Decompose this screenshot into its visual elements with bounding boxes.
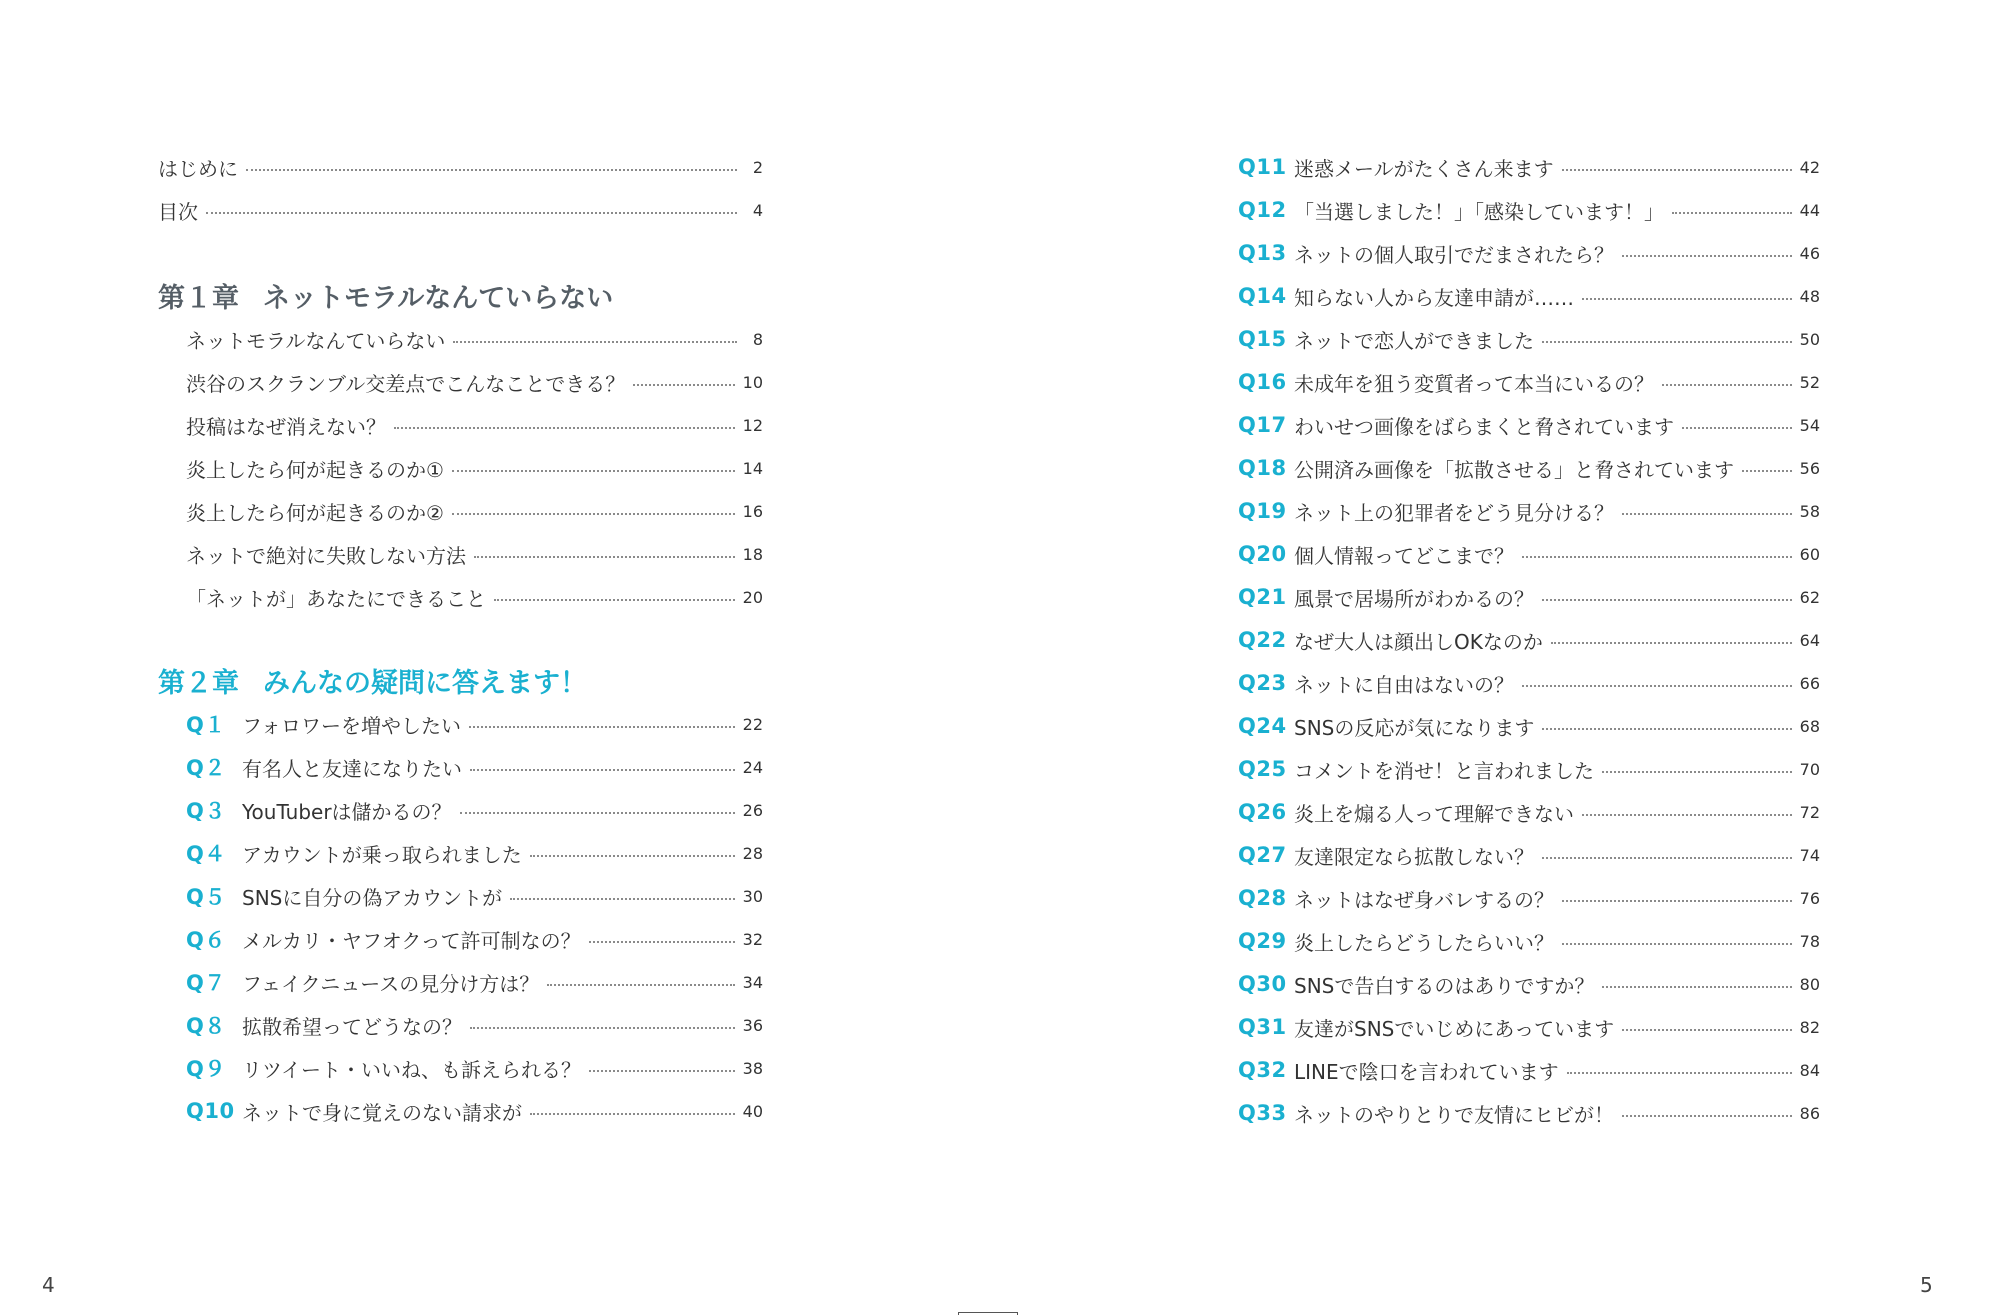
question-number: Q18 bbox=[1238, 456, 1287, 480]
question-number: Q14 bbox=[1238, 284, 1287, 308]
toc-entry-page: 72 bbox=[1799, 802, 1820, 822]
toc-entry-front[interactable] bbox=[158, 152, 763, 182]
dot-leader bbox=[1672, 212, 1792, 214]
toc-entry[interactable] bbox=[158, 367, 763, 397]
toc-entry-page: 24 bbox=[742, 757, 763, 777]
dot-leader bbox=[1551, 642, 1792, 644]
toc-entry-page: 86 bbox=[1799, 1103, 1820, 1123]
dot-leader bbox=[1662, 384, 1792, 386]
dot-leader bbox=[1622, 255, 1792, 257]
dot-leader bbox=[1742, 470, 1792, 472]
toc-entry-title: 炎上を煽る人って理解できない bbox=[1294, 801, 1574, 826]
dot-leader bbox=[1622, 1029, 1791, 1031]
toc-entry-page: 68 bbox=[1799, 716, 1820, 736]
toc-question-entry[interactable] bbox=[1238, 797, 1820, 827]
toc-entry-title: ネットで絶対に失敗しない方法 bbox=[186, 543, 466, 568]
dot-leader bbox=[1602, 986, 1791, 988]
chapter-title: みんなの疑問に答えます！ bbox=[263, 667, 587, 699]
chapter-number: 第１章 bbox=[158, 282, 239, 314]
toc-entry-page: 52 bbox=[1799, 372, 1820, 392]
dot-leader bbox=[246, 169, 737, 171]
question-number: Q13 bbox=[1238, 241, 1287, 265]
dot-leader bbox=[1582, 814, 1792, 816]
toc-entry-page: 34 bbox=[742, 972, 763, 992]
toc-entry-title: 友達限定なら拡散しない？ bbox=[1294, 844, 1534, 869]
toc-entry-title: 個人情報ってどこまで？ bbox=[1294, 543, 1514, 568]
toc-question-entry[interactable] bbox=[158, 1096, 763, 1126]
toc-entry-title: 炎上したら何が起きるのか② bbox=[186, 500, 444, 525]
toc-entry-title: メルカリ・ヤフオクって許可制なの？ bbox=[242, 928, 581, 953]
question-number: Q25 bbox=[1238, 757, 1287, 781]
toc-entry-page: 70 bbox=[1799, 759, 1820, 779]
question-number: Q１ bbox=[186, 713, 226, 737]
toc-entry-title: 有名人と友達になりたい bbox=[242, 756, 462, 781]
toc-entry-title: 炎上したらどうしたらいい？ bbox=[1294, 930, 1554, 955]
toc-entry[interactable] bbox=[158, 453, 763, 483]
question-number: Q31 bbox=[1238, 1015, 1287, 1039]
toc-question-entry[interactable] bbox=[1238, 238, 1820, 268]
chapter-1-heading bbox=[158, 275, 763, 315]
toc-entry-title: 拡散希望ってどうなの？ bbox=[242, 1014, 462, 1039]
toc-entry-title: ネットで恋人ができました bbox=[1294, 328, 1534, 353]
question-number: Q32 bbox=[1238, 1058, 1287, 1082]
dot-leader bbox=[470, 1027, 735, 1029]
question-number: Q33 bbox=[1238, 1101, 1287, 1125]
dot-leader bbox=[589, 1070, 735, 1072]
toc-entry-page: 44 bbox=[1799, 200, 1820, 220]
toc-entry-title: リツイート・いいね、も訴えられる？ bbox=[242, 1057, 581, 1082]
toc-entry-page: 78 bbox=[1799, 931, 1820, 951]
toc-entry-title: ネットの個人取引でだまされたら？ bbox=[1294, 242, 1614, 267]
toc-entry-title: はじめに bbox=[158, 156, 238, 181]
toc-question-entry[interactable] bbox=[158, 752, 763, 782]
question-number: Q16 bbox=[1238, 370, 1287, 394]
toc-entry[interactable] bbox=[158, 539, 763, 569]
toc-entry-page: 62 bbox=[1799, 587, 1820, 607]
dot-leader bbox=[510, 898, 734, 900]
toc-entry-title: 友達がSNSでいじめにあっています bbox=[1294, 1016, 1615, 1041]
dot-leader bbox=[633, 384, 734, 386]
toc-entry-title: ネット上の犯罪者をどう見分ける？ bbox=[1294, 500, 1614, 525]
toc-question-entry[interactable] bbox=[1238, 1055, 1820, 1085]
chapter-number: 第２章 bbox=[158, 667, 239, 699]
toc-entry-page: 42 bbox=[1799, 157, 1820, 177]
toc-entry-page: 22 bbox=[742, 714, 763, 734]
question-number: Q27 bbox=[1238, 843, 1287, 867]
toc-entry-title: コメントを消せ！と言われました bbox=[1294, 758, 1594, 783]
toc-entry-title: なぜ大人は顔出しOKなのか bbox=[1294, 629, 1543, 654]
dot-leader bbox=[547, 984, 734, 986]
toc-entry-title: 知らない人から友達申請が…… bbox=[1294, 285, 1574, 310]
toc-entry-page: 8 bbox=[752, 329, 763, 349]
toc-entry-page: 30 bbox=[742, 886, 763, 906]
toc-question-entry[interactable] bbox=[158, 924, 763, 954]
toc-entry-title: 迷惑メールがたくさん来ます bbox=[1294, 156, 1554, 181]
toc-question-entry[interactable] bbox=[1238, 367, 1820, 397]
dot-leader bbox=[1542, 857, 1792, 859]
toc-entry-title: 「当選しました！」「感染しています！」 bbox=[1294, 199, 1664, 224]
toc-entry-page: 38 bbox=[742, 1058, 763, 1078]
toc-question-entry[interactable] bbox=[1238, 281, 1820, 311]
toc-question-entry[interactable] bbox=[1238, 840, 1820, 870]
toc-question-entry[interactable] bbox=[1238, 410, 1820, 440]
toc-entry-title: アカウントが乗っ取られました bbox=[242, 842, 522, 867]
toc-question-entry[interactable] bbox=[1238, 582, 1820, 612]
question-number: Q22 bbox=[1238, 628, 1287, 652]
page-number-right: 5 bbox=[1920, 1273, 1933, 1297]
toc-question-entry[interactable] bbox=[1238, 539, 1820, 569]
question-number: Q19 bbox=[1238, 499, 1287, 523]
toc-entry-page: 14 bbox=[742, 458, 763, 478]
question-number: Q10 bbox=[186, 1099, 235, 1123]
toc-entry-page: 36 bbox=[742, 1015, 763, 1035]
toc-entry-title: 未成年を狙う変質者って本当にいるの？ bbox=[1294, 371, 1654, 396]
toc-entry-title: わいせつ画像をばらまくと脅されています bbox=[1294, 414, 1674, 439]
toc-question-entry[interactable] bbox=[1238, 969, 1820, 999]
question-number: Q29 bbox=[1238, 929, 1287, 953]
toc-question-entry[interactable] bbox=[1238, 625, 1820, 655]
question-number: Q20 bbox=[1238, 542, 1287, 566]
question-number: Q11 bbox=[1238, 155, 1287, 179]
toc-entry-page: 64 bbox=[1799, 630, 1820, 650]
chapter-title: ネットモラルなんていらない bbox=[263, 282, 614, 314]
question-number: Q８ bbox=[186, 1014, 226, 1038]
toc-entry-page: 12 bbox=[742, 415, 763, 435]
dot-leader bbox=[494, 599, 735, 601]
toc-question-entry[interactable] bbox=[1238, 883, 1820, 913]
toc-entry-title: ネットはなぜ身バレするの？ bbox=[1294, 887, 1554, 912]
dot-leader bbox=[1522, 685, 1792, 687]
dot-leader bbox=[1562, 169, 1792, 171]
toc-entry-title: ネットに自由はないの？ bbox=[1294, 672, 1514, 697]
dot-leader bbox=[1622, 1115, 1792, 1117]
toc-question-entry[interactable] bbox=[1238, 152, 1820, 182]
question-number: Q30 bbox=[1238, 972, 1287, 996]
toc-question-entry[interactable] bbox=[1238, 668, 1820, 698]
toc-entry-title: 風景で居場所がわかるの？ bbox=[1294, 586, 1534, 611]
toc-question-entry[interactable] bbox=[1238, 711, 1820, 741]
question-number: Q２ bbox=[186, 756, 226, 780]
toc-entry-title: YouTuberは儲かるの？ bbox=[242, 799, 452, 824]
toc-entry-page: 40 bbox=[742, 1101, 763, 1121]
toc-entry-title: SNSの反応が気になります bbox=[1294, 715, 1535, 740]
toc-entry-title: 炎上したら何が起きるのか① bbox=[186, 457, 444, 482]
question-number: Q７ bbox=[186, 971, 226, 995]
toc-entry-page: 20 bbox=[742, 587, 763, 607]
toc-entry-page: 50 bbox=[1799, 329, 1820, 349]
toc-entry-title: 公開済み画像を「拡散させる」と脅されています bbox=[1294, 457, 1734, 482]
dot-leader bbox=[470, 769, 735, 771]
dot-leader bbox=[453, 341, 737, 343]
chapter-2-heading bbox=[158, 660, 763, 700]
dot-leader bbox=[530, 855, 735, 857]
question-number: Q15 bbox=[1238, 327, 1287, 351]
toc-entry-page: 46 bbox=[1799, 243, 1820, 263]
toc-entry-page: 16 bbox=[742, 501, 763, 521]
toc-entry-page: 84 bbox=[1799, 1060, 1820, 1080]
toc-entry-title: 「ネットが」あなたにできること bbox=[186, 586, 486, 611]
toc-entry[interactable] bbox=[158, 324, 763, 354]
question-number: Q23 bbox=[1238, 671, 1287, 695]
toc-question-entry[interactable] bbox=[1238, 1012, 1820, 1042]
toc-question-entry[interactable] bbox=[158, 838, 763, 868]
toc-entry[interactable] bbox=[158, 582, 763, 612]
toc-question-entry[interactable] bbox=[158, 1053, 763, 1083]
toc-entry-title: 目次 bbox=[158, 199, 198, 224]
toc-entry[interactable] bbox=[158, 410, 763, 440]
toc-entry-title: 渋谷のスクランブル交差点でこんなことできる？ bbox=[186, 371, 626, 396]
question-number: Q12 bbox=[1238, 198, 1287, 222]
toc-entry-title: フェイクニュースの見分け方は？ bbox=[242, 971, 540, 996]
toc-question-entry[interactable] bbox=[158, 795, 763, 825]
toc-question-entry[interactable] bbox=[1238, 324, 1820, 354]
toc-entry-title: ネットモラルなんていらない bbox=[186, 328, 446, 353]
toc-entry-title: ネットのやりとりで友情にヒビが！ bbox=[1294, 1102, 1614, 1127]
question-number: Q17 bbox=[1238, 413, 1287, 437]
toc-question-entry[interactable] bbox=[158, 709, 763, 739]
dot-leader bbox=[474, 556, 735, 558]
dot-leader bbox=[1602, 771, 1792, 773]
question-number: Q９ bbox=[186, 1057, 226, 1081]
toc-question-entry[interactable] bbox=[1238, 453, 1820, 483]
toc-entry-title: LINEで陰口を言われています bbox=[1294, 1059, 1559, 1084]
dot-leader bbox=[206, 212, 737, 214]
dot-leader bbox=[1542, 728, 1791, 730]
dot-leader bbox=[530, 1113, 735, 1115]
toc-question-entry[interactable] bbox=[1238, 496, 1820, 526]
toc-entry-page: 32 bbox=[742, 929, 763, 949]
toc-entry-title: SNSに自分の偽アカウントが bbox=[242, 885, 503, 910]
toc-entry-title: 投稿はなぜ消えない？ bbox=[186, 414, 386, 439]
dot-leader bbox=[1567, 1072, 1792, 1074]
toc-entry-page: 54 bbox=[1799, 415, 1820, 435]
toc-question-entry[interactable] bbox=[158, 1010, 763, 1040]
toc-question-entry[interactable] bbox=[158, 881, 763, 911]
toc-entry-title: ネットで身に覚えのない請求が bbox=[242, 1100, 522, 1125]
dot-leader bbox=[460, 812, 735, 814]
question-number: Q４ bbox=[186, 842, 226, 866]
toc-entry-page: 66 bbox=[1799, 673, 1820, 693]
dot-leader bbox=[452, 470, 735, 472]
dot-leader bbox=[452, 513, 735, 515]
dot-leader bbox=[1522, 556, 1792, 558]
dot-leader bbox=[1682, 427, 1792, 429]
toc-entry-page: 76 bbox=[1799, 888, 1820, 908]
dot-leader bbox=[1582, 298, 1792, 300]
toc-entry-page: 58 bbox=[1799, 501, 1820, 521]
toc-entry-page: 60 bbox=[1799, 544, 1820, 564]
toc-question-entry[interactable] bbox=[1238, 754, 1820, 784]
toc-entry-title: フォロワーを増やしたい bbox=[242, 713, 461, 738]
question-number: Q５ bbox=[186, 885, 226, 909]
toc-entry-page: 80 bbox=[1799, 974, 1820, 994]
toc-question-entry[interactable] bbox=[1238, 1098, 1820, 1128]
toc-entry-page: 26 bbox=[742, 800, 763, 820]
toc-question-entry[interactable] bbox=[158, 967, 763, 997]
question-number: Q３ bbox=[186, 799, 226, 823]
dot-leader bbox=[469, 726, 735, 728]
dot-leader bbox=[1622, 513, 1792, 515]
dot-leader bbox=[1562, 900, 1792, 902]
toc-question-entry[interactable] bbox=[1238, 195, 1820, 225]
question-number: Q６ bbox=[186, 928, 226, 952]
toc-entry-page: 10 bbox=[742, 372, 763, 392]
toc-entry-page: 74 bbox=[1799, 845, 1820, 865]
toc-entry-page: 82 bbox=[1799, 1017, 1820, 1037]
dot-leader bbox=[1542, 341, 1792, 343]
toc-entry-page: 28 bbox=[742, 843, 763, 863]
question-number: Q24 bbox=[1238, 714, 1287, 738]
toc-entry-title: SNSで告白するのはありですか？ bbox=[1294, 973, 1595, 998]
toc-entry-front[interactable] bbox=[158, 195, 763, 225]
dot-leader bbox=[589, 941, 735, 943]
toc-entry-page: 48 bbox=[1799, 286, 1820, 306]
toc-entry-page: 4 bbox=[752, 200, 763, 220]
question-number: Q28 bbox=[1238, 886, 1287, 910]
dot-leader bbox=[1542, 599, 1792, 601]
page-number-left: 4 bbox=[42, 1273, 55, 1297]
dot-leader bbox=[1562, 943, 1792, 945]
toc-entry-page: 2 bbox=[752, 157, 763, 177]
dot-leader bbox=[394, 427, 735, 429]
question-number: Q21 bbox=[1238, 585, 1287, 609]
toc-entry-page: 56 bbox=[1799, 458, 1820, 478]
toc-question-entry[interactable] bbox=[1238, 926, 1820, 956]
question-number: Q26 bbox=[1238, 800, 1287, 824]
toc-entry-page: 18 bbox=[742, 544, 763, 564]
toc-entry[interactable] bbox=[158, 496, 763, 526]
